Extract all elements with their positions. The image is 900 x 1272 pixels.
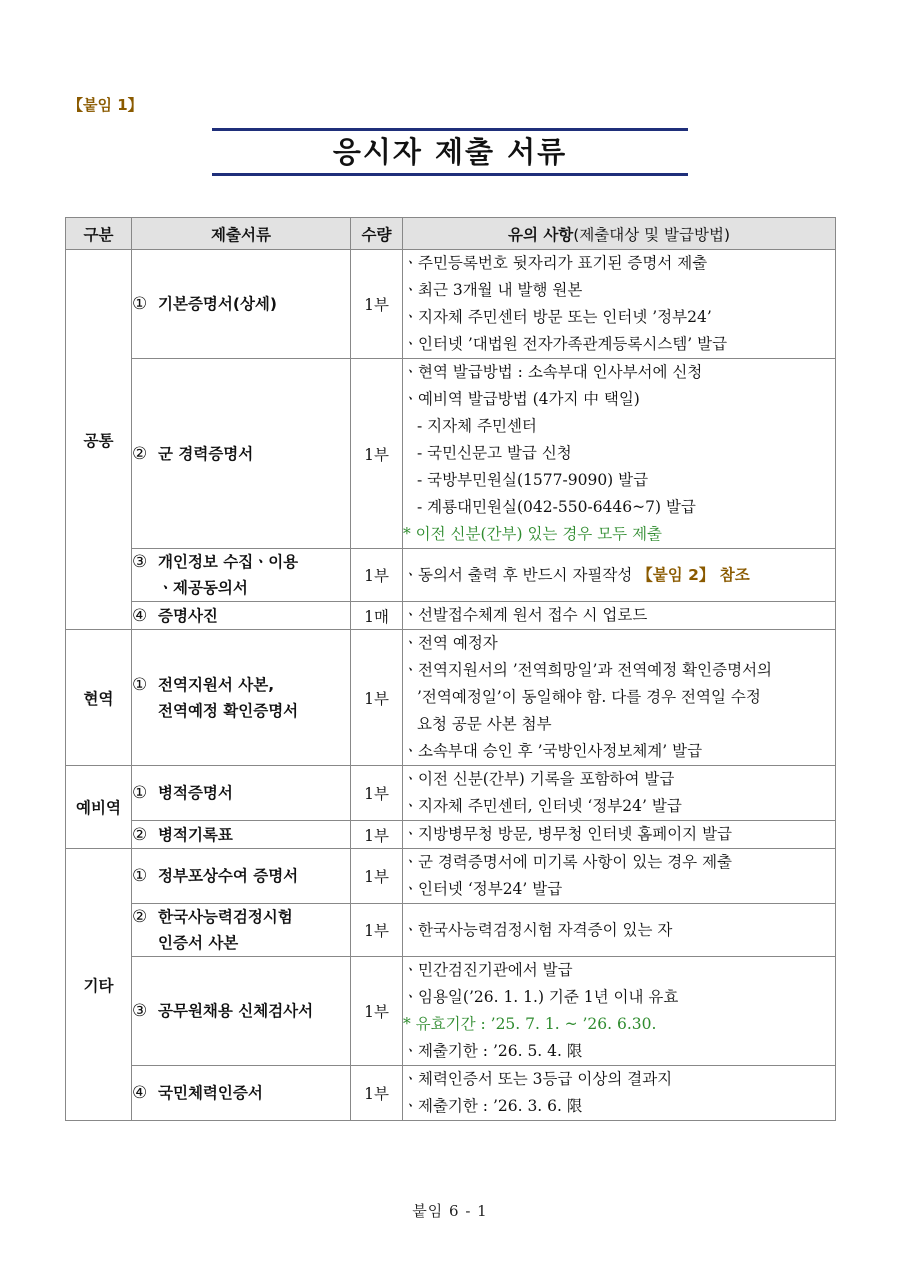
document-name-line: [132, 603, 350, 629]
note-line: [403, 957, 835, 984]
document-cell: [132, 1066, 351, 1121]
document-name: 개인정보 수집ㆍ이용: [158, 553, 299, 571]
document-name-line: [132, 1080, 350, 1106]
item-number: ③: [132, 552, 148, 572]
note-line: [403, 494, 835, 521]
table-row: [66, 359, 836, 549]
note-line: [403, 766, 835, 793]
note-text: ㆍ예비역 발급방법 (4가지 中 택일): [403, 390, 640, 408]
document-name: 인증서 사본: [158, 934, 239, 952]
note-text: ㆍ제출기한 : ’26. 3. 6. 限: [403, 1097, 583, 1115]
note-line: [403, 440, 835, 467]
note-text: ㆍ지자체 주민센터, 인터넷 ‘정부24’ 발급: [403, 797, 682, 815]
document-cell: [132, 821, 351, 849]
document-name-line: [132, 549, 350, 575]
note-line: [403, 657, 835, 684]
item-number: ④: [132, 1083, 148, 1103]
quantity-cell: 1부: [351, 957, 403, 1066]
document-name: 정부포상수여 증명서: [158, 867, 299, 885]
document-cell: [132, 359, 351, 549]
note-text: ㆍ민간검진기관에서 발급: [403, 961, 573, 979]
table-row: [66, 1066, 836, 1121]
header-category: 구분: [66, 218, 132, 250]
notes-cell: [403, 849, 836, 904]
documents-table: [65, 217, 836, 1121]
document-name: 병적기록표: [158, 825, 233, 844]
note-text: ㆍ인터넷 ’대법원 전자가족관계등록시스템’ 발급: [403, 335, 728, 353]
quantity-cell: 1부: [351, 904, 403, 957]
title-bottom-rule: [212, 173, 688, 176]
document-cell: [132, 549, 351, 602]
quantity-cell: 1부: [351, 849, 403, 904]
document-cell: [132, 849, 351, 904]
document-name-line: [132, 998, 350, 1024]
item-number: ③: [132, 1001, 148, 1021]
note-line: [403, 250, 835, 277]
document-name-line: [132, 780, 350, 806]
quantity-cell: 1부: [351, 821, 403, 849]
attachment-reference: 【붙임 2】 참조: [637, 565, 750, 584]
note-text: ㆍ임용일(’26. 1. 1.) 기준 1년 이내 유효: [403, 988, 679, 1006]
note-text: * 유효기간 : ’25. 7. 1. ~ ’26. 6.30.: [403, 1015, 657, 1033]
table-row: [66, 630, 836, 766]
document-name-line: [132, 672, 350, 698]
document-name: 국민체력인증서: [158, 1084, 263, 1102]
document-name: 공무원채용 신체검사서: [158, 1002, 314, 1020]
document-name-line: [132, 863, 350, 889]
note-text: ㆍ전역지원서의 ’전역희망일’과 전역예정 확인증명서의: [403, 661, 773, 679]
table-row: [66, 549, 836, 602]
page-footer: 붙임 6 - 1: [412, 1202, 488, 1220]
quantity-cell: 1매: [351, 602, 403, 630]
note-line: [403, 1093, 835, 1120]
document-name: 증명사진: [158, 606, 218, 625]
note-line: [403, 386, 835, 413]
header-notes: 유의 사항(제출대상 및 발급방법): [403, 218, 836, 250]
note-text: * 이전 신분(간부) 있는 경우 모두 제출: [403, 525, 663, 543]
note-line: [403, 738, 835, 765]
table-row: [66, 849, 836, 904]
note-line: [403, 1011, 835, 1038]
note-line: [403, 277, 835, 304]
document-name: 전역지원서 사본,: [158, 675, 275, 694]
note-text: ㆍ주민등록번호 뒷자리가 표기된 증명서 제출: [403, 254, 708, 272]
notes-cell: [403, 821, 836, 849]
table-row: [66, 957, 836, 1066]
page-title: 응시자 제출 서류: [332, 135, 568, 169]
notes-cell: [403, 602, 836, 630]
note-text: ㆍ체력인증서 또는 3등급 이상의 결과지: [403, 1070, 673, 1088]
note-text: - 계룡대민원실(042-550-6446~7) 발급: [417, 498, 696, 516]
document-cell: [132, 630, 351, 766]
note-text: - 지자체 주민센터: [417, 417, 537, 435]
note-text: ㆍ선발접수체계 원서 접수 시 업로드: [403, 606, 648, 624]
item-number: ①: [132, 783, 148, 803]
note-text: - 국민신문고 발급 신청: [417, 444, 572, 462]
document-name-line: [132, 441, 350, 467]
document-name-line: [132, 698, 350, 724]
notes-cell: [403, 957, 836, 1066]
note-text: - 국방부민원실(1577-9090) 발급: [417, 471, 649, 489]
item-number: ④: [132, 605, 148, 626]
note-text: ㆍ지방병무청 방문, 병무청 인터넷 홈페이지 발급: [403, 825, 733, 843]
note-line: [403, 684, 835, 711]
item-number: ①: [132, 866, 148, 886]
document-cell: [132, 904, 351, 957]
table-header-row: [66, 218, 836, 250]
note-line: [403, 413, 835, 440]
quantity-cell: 1부: [351, 359, 403, 549]
notes-cell: [403, 766, 836, 821]
note-text: ㆍ지자체 주민센터 방문 또는 인터넷 ’정부24’: [403, 308, 712, 326]
document-name: 기본증명서(상세): [158, 295, 277, 313]
category-cell: 현역: [66, 630, 132, 766]
notes-cell: [403, 359, 836, 549]
note-line: [403, 1066, 835, 1093]
note-line: [403, 562, 835, 589]
quantity-cell: 1부: [351, 250, 403, 359]
note-line: [403, 630, 835, 657]
document-name: 군 경력증명서: [158, 444, 254, 463]
document-cell: [132, 602, 351, 630]
document-name-line: [132, 291, 350, 317]
note-line: [403, 304, 835, 331]
notes-cell: [403, 1066, 836, 1121]
note-line: [403, 331, 835, 358]
note-line: [403, 821, 835, 848]
document-name-line: [132, 930, 350, 956]
notes-cell: [403, 630, 836, 766]
note-line: [403, 467, 835, 494]
quantity-cell: 1부: [351, 630, 403, 766]
note-line: [403, 793, 835, 820]
note-text: ㆍ현역 발급방법 : 소속부대 인사부서에 신청: [403, 363, 703, 381]
note-line: [403, 602, 835, 629]
note-line: [403, 849, 835, 876]
note-line: [403, 711, 835, 738]
title-box: [212, 128, 688, 176]
note-line: [403, 1038, 835, 1065]
note-text: ㆍ군 경력증명서에 미기록 사항이 있는 경우 제출: [403, 853, 733, 871]
item-number: ②: [132, 824, 148, 845]
document-name-line: [132, 822, 350, 848]
header-quantity: 수량: [351, 218, 403, 250]
note-text: ㆍ제출기한 : ’26. 5. 4. 限: [403, 1042, 583, 1060]
notes-cell: [403, 904, 836, 957]
item-number: ①: [132, 674, 148, 695]
table-row: [66, 602, 836, 630]
note-line: [403, 917, 835, 944]
item-number: ①: [132, 294, 148, 314]
note-line: [403, 521, 835, 548]
quantity-cell: 1부: [351, 1066, 403, 1121]
table-row: [66, 766, 836, 821]
note-text: ㆍ인터넷 ‘정부24’ 발급: [403, 880, 563, 898]
document-cell: [132, 250, 351, 359]
note-text: ㆍ소속부대 승인 후 ’국방인사정보체계’ 발급: [403, 742, 703, 760]
note-text: ’전역예정일’이 동일해야 함. 다를 경우 전역일 수정: [417, 688, 761, 706]
document-name: 병적증명서: [158, 784, 233, 802]
note-text: ㆍ한국사능력검정시험 자격증이 있는 자: [403, 920, 673, 939]
document-name-line: [132, 904, 350, 930]
note-text: ㆍ동의서 출력 후 반드시 자필작성: [403, 565, 638, 584]
table-row: [66, 250, 836, 359]
note-text: 요청 공문 사본 첨부: [417, 715, 552, 733]
notes-cell: [403, 250, 836, 359]
table-row: [66, 821, 836, 849]
note-text: ㆍ전역 예정자: [403, 634, 498, 652]
notes-cell: [403, 549, 836, 602]
note-text: ㆍ최근 3개월 내 발행 원본: [403, 281, 583, 299]
item-number: ②: [132, 443, 148, 464]
note-line: [403, 359, 835, 386]
note-line: [403, 984, 835, 1011]
document-name: 전역예정 확인증명서: [158, 701, 299, 720]
document-name: 한국사능력검정시험: [158, 908, 293, 926]
attachment-label: 【붙임 1】: [68, 96, 143, 114]
table-row: [66, 904, 836, 957]
header-documents: 제출서류: [132, 218, 351, 250]
category-cell: 기타: [66, 849, 132, 1121]
document-cell: [132, 766, 351, 821]
quantity-cell: 1부: [351, 549, 403, 602]
note-text: ㆍ이전 신분(간부) 기록을 포함하여 발급: [403, 770, 675, 788]
document-name-line: [132, 575, 350, 601]
item-number: ②: [132, 907, 148, 927]
document-name: ㆍ제공동의서: [158, 579, 248, 597]
table-body: [66, 250, 836, 1121]
document-cell: [132, 957, 351, 1066]
category-cell: 공통: [66, 250, 132, 630]
quantity-cell: 1부: [351, 766, 403, 821]
category-cell: 예비역: [66, 766, 132, 849]
note-line: [403, 876, 835, 903]
